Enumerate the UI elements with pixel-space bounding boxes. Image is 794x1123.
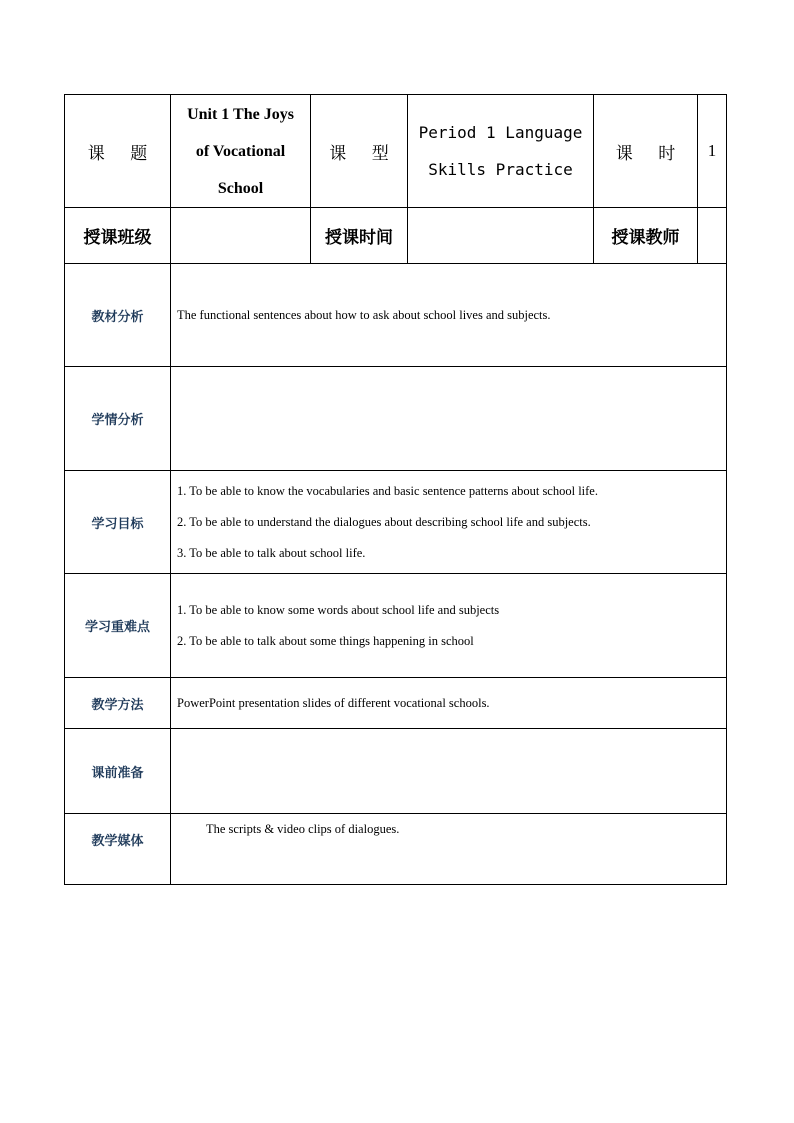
section-row-material-analysis bbox=[65, 264, 727, 367]
header-row bbox=[65, 95, 727, 208]
time-label: 授课时间 bbox=[311, 208, 408, 264]
hours-label bbox=[594, 95, 698, 208]
content-line: 1. To be able to know some words about school life and subjects bbox=[177, 602, 500, 617]
section-row-preparation bbox=[65, 729, 727, 814]
type-line-2: Skills Practice bbox=[428, 160, 573, 179]
section-content bbox=[171, 264, 727, 367]
type-value bbox=[408, 95, 594, 208]
lesson-plan-table bbox=[64, 94, 727, 885]
section-row-student-analysis bbox=[65, 367, 727, 471]
teacher-label: 授课教师 bbox=[594, 208, 698, 264]
content-line: 2. To be able to understand the dialogues about describing school life and subjects. bbox=[177, 514, 591, 529]
class-value[interactable] bbox=[171, 208, 311, 264]
section-content bbox=[171, 814, 727, 885]
type-line-1: Period 1 Language bbox=[418, 123, 583, 142]
section-label: 教学媒体 bbox=[65, 814, 171, 885]
teacher-value[interactable] bbox=[698, 208, 727, 264]
section-label: 教学方法 bbox=[65, 678, 171, 729]
class-label: 授课班级 bbox=[65, 208, 171, 264]
section-content bbox=[171, 471, 727, 574]
section-label: 学习目标 bbox=[65, 471, 171, 574]
topic-label-text: 课 题 bbox=[87, 143, 148, 164]
info-row bbox=[65, 208, 727, 264]
type-label bbox=[311, 95, 408, 208]
type-label-text: 课 型 bbox=[329, 143, 389, 164]
section-content bbox=[171, 729, 727, 814]
content-line: The scripts & video clips of dialogues. bbox=[206, 822, 400, 836]
section-row-key-points bbox=[65, 574, 727, 678]
time-value[interactable] bbox=[408, 208, 594, 264]
section-content bbox=[171, 678, 727, 729]
section-row-teaching-methods bbox=[65, 678, 727, 729]
topic-value bbox=[171, 95, 311, 208]
section-content bbox=[171, 367, 727, 471]
section-label: 教材分析 bbox=[65, 264, 171, 367]
section-label: 学习重难点 bbox=[65, 574, 171, 678]
hours-value: 1 bbox=[698, 95, 727, 208]
content-line: The functional sentences about how to ask about school lives and subjects. bbox=[177, 307, 551, 322]
content-line: 1. To be able to know the vocabularies and basic sentence patterns about school life. bbox=[177, 483, 598, 498]
section-label: 学情分析 bbox=[65, 367, 171, 471]
topic-line-3: School bbox=[217, 179, 264, 197]
content-line: 2. To be able to talk about some things happening in school bbox=[177, 633, 474, 648]
content-line: PowerPoint presentation slides of different vocational schools. bbox=[177, 695, 490, 710]
hours-label-text: 课 时 bbox=[615, 143, 676, 164]
topic-label bbox=[65, 95, 171, 208]
section-label: 课前准备 bbox=[65, 729, 171, 814]
topic-line-2: of Vocational bbox=[195, 142, 286, 160]
topic-line-1: Unit 1 The Joys bbox=[187, 105, 294, 123]
section-row-teaching-media bbox=[65, 814, 727, 885]
content-line: 3. To be able to talk about school life. bbox=[177, 545, 366, 560]
section-content bbox=[171, 574, 727, 678]
section-row-learning-objectives bbox=[65, 471, 727, 574]
